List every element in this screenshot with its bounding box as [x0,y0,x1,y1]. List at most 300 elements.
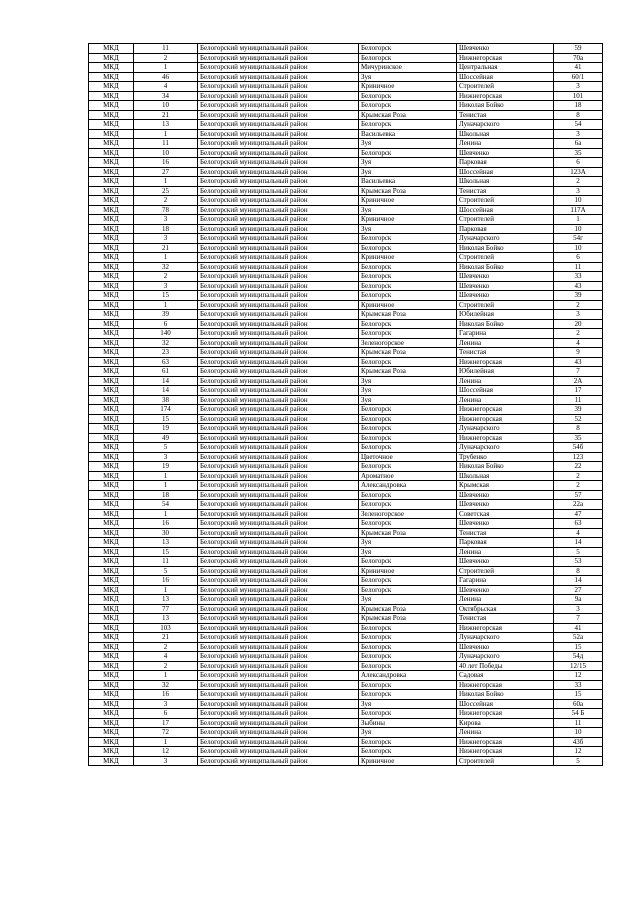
district-cell: Белогорский муниципальный район [198,547,359,557]
house-number-cell: 6 [554,158,603,168]
type-cell: МКД [89,557,134,567]
street-cell: Нижнегорская [457,405,554,415]
type-cell: МКД [89,414,134,424]
count-cell: 27 [134,167,198,177]
settlement-cell: Зуя [359,395,457,405]
street-cell: Гагарина [457,576,554,586]
count-cell: 32 [134,262,198,272]
type-cell: МКД [89,177,134,187]
count-cell: 19 [134,424,198,434]
street-cell: Строителей [457,756,554,766]
house-number-cell: 11 [554,718,603,728]
street-cell: Ленина [457,728,554,738]
type-cell: МКД [89,139,134,149]
house-number-cell: 10 [554,224,603,234]
count-cell: 3 [134,234,198,244]
type-cell: МКД [89,471,134,481]
table-row [89,709,603,719]
count-cell: 2 [134,661,198,671]
count-cell: 1 [134,300,198,310]
district-cell: Белогорский муниципальный район [198,471,359,481]
settlement-cell: Мичуринское [359,63,457,73]
count-cell: 30 [134,528,198,538]
house-number-cell: 8 [554,424,603,434]
table-row [89,490,603,500]
count-cell: 13 [134,120,198,130]
house-number-cell: 7 [554,367,603,377]
settlement-cell: Белогорск [359,680,457,690]
count-cell: 3 [134,699,198,709]
settlement-cell: Белогорск [359,690,457,700]
street-cell: Шевченко [457,500,554,510]
type-cell: МКД [89,756,134,766]
settlement-cell: Белогорск [359,53,457,63]
settlement-cell: Белогорск [359,585,457,595]
district-cell: Белогорский муниципальный район [198,357,359,367]
street-cell: Строителей [457,215,554,225]
house-number-cell: 54д [554,652,603,662]
type-cell: МКД [89,72,134,82]
table-row [89,528,603,538]
type-cell: МКД [89,699,134,709]
settlement-cell: Белогорск [359,405,457,415]
settlement-cell: Криничное [359,196,457,206]
table-row [89,82,603,92]
table-row [89,538,603,548]
count-cell: 4 [134,652,198,662]
street-cell: Луначарского [457,234,554,244]
street-cell: Школьная [457,177,554,187]
type-cell: МКД [89,623,134,633]
table-row [89,300,603,310]
count-cell: 2 [134,272,198,282]
table-row [89,44,603,54]
settlement-cell: Белогорск [359,737,457,747]
district-cell: Белогорский муниципальный район [198,424,359,434]
street-cell: Трубенко [457,452,554,462]
house-number-cell: 17 [554,386,603,396]
count-cell: 54 [134,500,198,510]
district-cell: Белогорский муниципальный район [198,500,359,510]
district-cell: Белогорский муниципальный район [198,44,359,54]
house-number-cell: 22 [554,462,603,472]
street-cell: Строителей [457,253,554,263]
street-cell: Юбилейная [457,310,554,320]
table-row [89,53,603,63]
settlement-cell: Криничное [359,300,457,310]
settlement-cell: Крымская Роза [359,614,457,624]
type-cell: МКД [89,633,134,643]
settlement-cell: Белогорск [359,557,457,567]
table-row [89,253,603,263]
district-cell: Белогорский муниципальный район [198,262,359,272]
district-cell: Белогорский муниципальный район [198,395,359,405]
settlement-cell: Зуя [359,386,457,396]
district-cell: Белогорский муниципальный район [198,509,359,519]
house-number-cell: 1 [554,215,603,225]
district-cell: Белогорский муниципальный район [198,595,359,605]
table-row [89,747,603,757]
housing-table [88,43,603,766]
type-cell: МКД [89,671,134,681]
house-number-cell: 9а [554,595,603,605]
settlement-cell: Белогорск [359,652,457,662]
district-cell: Белогорский муниципальный район [198,433,359,443]
type-cell: МКД [89,234,134,244]
settlement-cell: Белогорск [359,272,457,282]
house-number-cell: 43 [554,357,603,367]
district-cell: Белогорский муниципальный район [198,747,359,757]
house-number-cell: 5 [554,547,603,557]
house-number-cell: 123 [554,452,603,462]
district-cell: Белогорский муниципальный район [198,186,359,196]
settlement-cell: Васильевка [359,129,457,139]
house-number-cell: 8 [554,110,603,120]
table-row [89,357,603,367]
settlement-cell: Криничное [359,756,457,766]
settlement-cell: Криничное [359,566,457,576]
house-number-cell: 60а [554,699,603,709]
table-row [89,186,603,196]
house-number-cell: 43 [554,281,603,291]
settlement-cell: Александровка [359,481,457,491]
count-cell: 15 [134,547,198,557]
table-row [89,167,603,177]
house-number-cell: 4 [554,338,603,348]
district-cell: Белогорский муниципальный район [198,110,359,120]
count-cell: 4 [134,82,198,92]
count-cell: 23 [134,348,198,358]
settlement-cell: Крымская Роза [359,186,457,196]
street-cell: Николая Бойко [457,243,554,253]
count-cell: 38 [134,395,198,405]
table-row [89,319,603,329]
house-number-cell: 33 [554,680,603,690]
street-cell: Строителей [457,82,554,92]
type-cell: МКД [89,433,134,443]
street-cell: Луначарского [457,120,554,130]
table-row [89,471,603,481]
settlement-cell: Белогорск [359,576,457,586]
count-cell: 3 [134,452,198,462]
table-row [89,623,603,633]
house-number-cell: 117А [554,205,603,215]
table-row [89,557,603,567]
house-number-cell: 39 [554,405,603,415]
count-cell: 32 [134,680,198,690]
settlement-cell: Белогорск [359,291,457,301]
street-cell: Нижнегорская [457,414,554,424]
count-cell: 61 [134,367,198,377]
type-cell: МКД [89,291,134,301]
house-number-cell: 22а [554,500,603,510]
settlement-cell: Белогорск [359,148,457,158]
house-number-cell: 59 [554,44,603,54]
table-row [89,585,603,595]
street-cell: Школьная [457,471,554,481]
count-cell: 13 [134,595,198,605]
street-cell: Строителей [457,300,554,310]
district-cell: Белогорский муниципальный район [198,120,359,130]
type-cell: МКД [89,490,134,500]
type-cell: МКД [89,405,134,415]
settlement-cell: Белогорск [359,443,457,453]
count-cell: 6 [134,319,198,329]
district-cell: Белогорский муниципальный район [198,234,359,244]
house-number-cell: 3 [554,186,603,196]
type-cell: МКД [89,101,134,111]
table-row [89,281,603,291]
table-row [89,129,603,139]
table-row [89,405,603,415]
district-cell: Белогорский муниципальный район [198,405,359,415]
street-cell: Николая Бойко [457,462,554,472]
count-cell: 77 [134,604,198,614]
type-cell: МКД [89,215,134,225]
table-row [89,642,603,652]
settlement-cell: Белогорск [359,709,457,719]
house-number-cell: 20 [554,319,603,329]
district-cell: Белогорский муниципальный район [198,329,359,339]
district-cell: Белогорский муниципальный район [198,215,359,225]
settlement-cell: Белогорск [359,462,457,472]
street-cell: Шевченко [457,281,554,291]
table-row [89,224,603,234]
house-number-cell: 10 [554,243,603,253]
house-number-cell: 39 [554,291,603,301]
street-cell: Строителей [457,196,554,206]
street-cell: Ленина [457,395,554,405]
type-cell: МКД [89,82,134,92]
type-cell: МКД [89,196,134,206]
table-row [89,509,603,519]
type-cell: МКД [89,281,134,291]
house-number-cell: 12/15 [554,661,603,671]
street-cell: Школьная [457,129,554,139]
street-cell: Парковая [457,224,554,234]
house-number-cell: 8 [554,566,603,576]
type-cell: МКД [89,205,134,215]
house-number-cell: 123А [554,167,603,177]
table-row [89,652,603,662]
house-number-cell: 15 [554,642,603,652]
count-cell: 14 [134,376,198,386]
settlement-cell: Ароматное [359,471,457,481]
street-cell: Николая Бойко [457,690,554,700]
table-row [89,272,603,282]
table-row [89,443,603,453]
house-number-cell: 2А [554,376,603,386]
count-cell: 6 [134,709,198,719]
district-cell: Белогорский муниципальный район [198,680,359,690]
district-cell: Белогорский муниципальный район [198,671,359,681]
district-cell: Белогорский муниципальный район [198,291,359,301]
table-row [89,139,603,149]
street-cell: Строителей [457,566,554,576]
type-cell: МКД [89,747,134,757]
type-cell: МКД [89,538,134,548]
street-cell: Шевченко [457,272,554,282]
table-row [89,215,603,225]
table-row [89,614,603,624]
count-cell: 174 [134,405,198,415]
type-cell: МКД [89,329,134,339]
district-cell: Белогорский муниципальный район [198,101,359,111]
house-number-cell: 2 [554,177,603,187]
district-cell: Белогорский муниципальный район [198,528,359,538]
type-cell: МКД [89,737,134,747]
house-number-cell: 41 [554,63,603,73]
house-number-cell: 35 [554,148,603,158]
count-cell: 1 [134,737,198,747]
table-row [89,737,603,747]
street-cell: Крымская [457,481,554,491]
street-cell: Нижнегорская [457,680,554,690]
count-cell: 14 [134,386,198,396]
district-cell: Белогорский муниципальный район [198,756,359,766]
street-cell: Октябрьская [457,604,554,614]
house-number-cell: 3 [554,604,603,614]
district-cell: Белогорский муниципальный район [198,604,359,614]
district-cell: Белогорский муниципальный район [198,310,359,320]
house-number-cell: 53 [554,557,603,567]
settlement-cell: Белогорск [359,91,457,101]
table-row [89,196,603,206]
house-number-cell: 60/1 [554,72,603,82]
count-cell: 2 [134,196,198,206]
street-cell: Шевченко [457,585,554,595]
count-cell: 13 [134,538,198,548]
type-cell: МКД [89,614,134,624]
table-row [89,148,603,158]
count-cell: 49 [134,433,198,443]
district-cell: Белогорский муниципальный район [198,139,359,149]
street-cell: Тенистая [457,186,554,196]
street-cell: Ленина [457,338,554,348]
street-cell: Шевченко [457,44,554,54]
count-cell: 11 [134,557,198,567]
street-cell: Луначарского [457,424,554,434]
type-cell: МКД [89,680,134,690]
count-cell: 21 [134,633,198,643]
count-cell: 18 [134,224,198,234]
street-cell: Нижнегорская [457,623,554,633]
count-cell: 63 [134,357,198,367]
street-cell: Ленина [457,139,554,149]
street-cell: Николая Бойко [457,101,554,111]
table-row [89,291,603,301]
house-number-cell: 4 [554,528,603,538]
street-cell: Тенистая [457,110,554,120]
count-cell: 46 [134,72,198,82]
district-cell: Белогорский муниципальный район [198,443,359,453]
house-number-cell: 70а [554,53,603,63]
type-cell: МКД [89,310,134,320]
settlement-cell: Белогорск [359,500,457,510]
house-number-cell: 52 [554,414,603,424]
settlement-cell: Крымская Роза [359,528,457,538]
table-row [89,566,603,576]
type-cell: МКД [89,452,134,462]
settlement-cell: Криничное [359,215,457,225]
house-number-cell: 10 [554,196,603,206]
table-row [89,376,603,386]
settlement-cell: Белогорск [359,433,457,443]
document-page [88,43,602,766]
table-row [89,72,603,82]
count-cell: 21 [134,110,198,120]
settlement-cell: Белогорск [359,424,457,434]
street-cell: Нижнегорская [457,91,554,101]
street-cell: Ленина [457,376,554,386]
district-cell: Белогорский муниципальный район [198,148,359,158]
settlement-cell: Зуя [359,72,457,82]
table-row [89,547,603,557]
house-number-cell: 3 [554,82,603,92]
street-cell: Шоссейная [457,72,554,82]
table-row [89,604,603,614]
count-cell: 2 [134,642,198,652]
house-number-cell: 6 [554,253,603,263]
table-row [89,500,603,510]
district-cell: Белогорский муниципальный район [198,386,359,396]
type-cell: МКД [89,728,134,738]
settlement-cell: Зыбины [359,718,457,728]
table-row [89,452,603,462]
type-cell: МКД [89,642,134,652]
table-row [89,395,603,405]
type-cell: МКД [89,224,134,234]
count-cell: 78 [134,205,198,215]
district-cell: Белогорский муниципальный район [198,205,359,215]
district-cell: Белогорский муниципальный район [198,367,359,377]
settlement-cell: Белогорск [359,490,457,500]
district-cell: Белогорский муниципальный район [198,158,359,168]
table-row [89,414,603,424]
type-cell: МКД [89,91,134,101]
type-cell: МКД [89,395,134,405]
district-cell: Белогорский муниципальный район [198,652,359,662]
type-cell: МКД [89,462,134,472]
type-cell: МКД [89,709,134,719]
count-cell: 5 [134,566,198,576]
house-number-cell: 14 [554,576,603,586]
district-cell: Белогорский муниципальный район [198,576,359,586]
table-row [89,386,603,396]
settlement-cell: Белогорск [359,243,457,253]
district-cell: Белогорский муниципальный район [198,376,359,386]
district-cell: Белогорский муниципальный район [198,614,359,624]
district-cell: Белогорский муниципальный район [198,690,359,700]
count-cell: 16 [134,158,198,168]
table-row [89,205,603,215]
street-cell: Шоссейная [457,386,554,396]
settlement-cell: Белогорск [359,329,457,339]
street-cell: Николая Бойко [457,319,554,329]
street-cell: Шевченко [457,148,554,158]
count-cell: 3 [134,756,198,766]
settlement-cell: Крымская Роза [359,348,457,358]
district-cell: Белогорский муниципальный район [198,585,359,595]
count-cell: 1 [134,585,198,595]
settlement-cell: Белогорск [359,120,457,130]
settlement-cell: Александровка [359,671,457,681]
settlement-cell: Белогорск [359,414,457,424]
table-row [89,433,603,443]
settlement-cell: Зуя [359,547,457,557]
type-cell: МКД [89,348,134,358]
count-cell: 18 [134,490,198,500]
